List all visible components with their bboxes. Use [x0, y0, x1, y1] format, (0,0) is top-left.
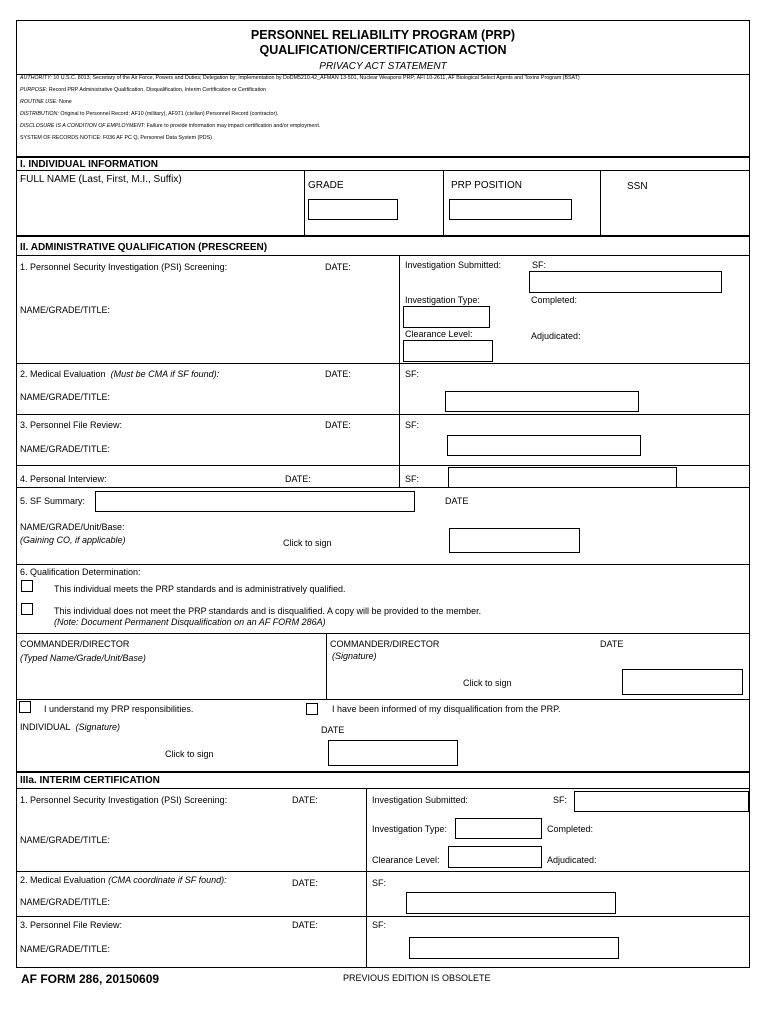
section3-title-rule — [16, 788, 750, 789]
section1-top-rule — [16, 156, 750, 158]
interim-investigation-submitted-label: Investigation Submitted: — [372, 795, 469, 805]
interview-sf-label: SF: — [405, 474, 420, 484]
medical-sf-label: SF: — [405, 369, 420, 379]
medical-sf-input[interactable] — [445, 391, 639, 412]
qualified-text: This individual meets the PRP standards and is administratively qualified. — [54, 584, 346, 594]
section1-title-rule — [16, 170, 750, 171]
section1-divider-1 — [304, 171, 305, 235]
interim-row1-rule — [16, 871, 750, 872]
file-review-sf-input[interactable] — [447, 435, 641, 456]
investigation-type-input[interactable] — [403, 306, 490, 328]
edition-note: PREVIOUS EDITION IS OBSOLETE — [343, 973, 491, 983]
interim-psi-date-label: DATE: — [292, 795, 318, 805]
interim-file-review-label: 3. Personnel File Review: — [20, 920, 123, 930]
interim-medical-date-label: DATE: — [292, 878, 318, 888]
section2-right-column-divider — [399, 256, 400, 487]
interim-file-review-sf-label: SF: — [372, 920, 387, 930]
interim-file-review-sf-input[interactable] — [409, 937, 619, 959]
section3-top-rule — [16, 771, 750, 773]
privacy-purpose: PURPOSE: Record PRP Administrative Qualification, Disqualification, Interim Certification or Certification — [20, 87, 267, 93]
psi-sf-label: SF: — [532, 260, 547, 270]
interim-psi-sf-input[interactable] — [574, 791, 749, 812]
full-name-label: FULL NAME (Last, First, M.I., Suffix) — [20, 174, 182, 185]
row3-rule — [16, 465, 750, 466]
row4-rule — [16, 487, 750, 488]
grade-input[interactable] — [308, 199, 398, 220]
interim-adjudicated-label: Adjudicated: — [547, 855, 597, 865]
prp-position-label: PRP POSITION — [451, 180, 522, 191]
psi-label: 1. Personnel Security Investigation (PSI) Screening: — [20, 262, 228, 272]
interim-clearance-level-label: Clearance Level: — [372, 855, 440, 865]
individual-date-input[interactable] — [328, 740, 458, 766]
individual-date-label: DATE — [321, 725, 345, 735]
informed-checkbox[interactable] — [306, 703, 318, 715]
file-review-name-label: NAME/GRADE/TITLE: — [20, 444, 111, 454]
clearance-level-label: Clearance Level: — [405, 329, 473, 339]
commander-date-label: DATE — [600, 639, 624, 649]
section1-title: I. INDIVIDUAL INFORMATION — [20, 159, 158, 170]
medical-date-label: DATE: — [325, 369, 351, 379]
section3-title: IIIa. INTERIM CERTIFICATION — [20, 775, 160, 786]
interim-medical-sf-input[interactable] — [406, 892, 616, 914]
form-title-line1: PERSONNEL RELIABILITY PROGRAM (PRP) — [250, 28, 516, 42]
grade-label: GRADE — [308, 180, 344, 191]
interim-investigation-type-input[interactable] — [455, 818, 542, 839]
psi-name-label: NAME/GRADE/TITLE: — [20, 305, 111, 315]
completed-label: Completed: — [531, 295, 578, 305]
privacy-distribution: DISTRIBUTION: Original to Personnel Record: AF10 (military), AF971 (civilian) Personnel Record (contractor). — [20, 111, 279, 117]
qual-determination-label: 6. Qualification Determination: — [20, 567, 141, 577]
privacy-sorn: SYSTEM OF RECORDS NOTICE: F036 AF PC Q, Personnel Data System (PDS) — [20, 135, 212, 141]
interim-medical-sf-label: SF: — [372, 878, 387, 888]
commander-signature-label: COMMANDER/DIRECTOR — [330, 639, 440, 649]
privacy-authority: AUTHORITY: 10 U.S.C. 8013, Secretary of the Air Force, Powers and Duties; Delegation by; Implementation by DoDM5210.42_AFMAN 13-501, Nuclear Weapons PRP; AFI 10-2611, AF Biological Select Agents and Toxins Program (BSAT) — [20, 75, 580, 81]
interim-file-review-name-label: NAME/GRADE/TITLE: — [20, 944, 111, 954]
interim-completed-label: Completed: — [547, 824, 594, 834]
ssn-label: SSN — [627, 181, 648, 192]
disqualified-text: This individual does not meet the PRP standards and is disqualified. A copy will be provided to the member. — [54, 606, 482, 616]
file-review-label: 3. Personnel File Review: — [20, 420, 123, 430]
prp-position-input[interactable] — [449, 199, 572, 220]
investigation-type-label: Investigation Type: — [405, 295, 480, 305]
section1-divider-3 — [600, 171, 601, 235]
row5-rule — [16, 564, 750, 565]
row6-rule — [16, 633, 750, 634]
sf-summary-date-label: DATE — [445, 496, 469, 506]
form-title-line2: QUALIFICATION/CERTIFICATION ACTION — [259, 43, 507, 57]
sf-summary-date-input[interactable] — [449, 528, 580, 553]
individual-signature-label: INDIVIDUAL (Signature) — [20, 722, 121, 732]
interim-file-review-date-label: DATE: — [292, 920, 318, 930]
row1-rule — [16, 363, 750, 364]
commander-signature[interactable]: Click to sign — [463, 678, 512, 688]
interview-date-label: DATE: — [285, 474, 311, 484]
sf-summary-input[interactable] — [95, 491, 415, 512]
disqualified-note: (Note: Document Permanent Disqualification on an AF FORM 286A) — [54, 617, 326, 627]
interim-psi-sf-label: SF: — [553, 795, 568, 805]
commander-date-input[interactable] — [622, 669, 743, 695]
file-review-sf-label: SF: — [405, 420, 420, 430]
interim-investigation-type-label: Investigation Type: — [372, 824, 447, 834]
privacy-heading: PRIVACY ACT STATEMENT — [319, 61, 447, 72]
privacy-routine-use: ROUTINE USE: None — [20, 99, 72, 105]
psi-sf-input[interactable] — [529, 271, 722, 293]
understand-text: I understand my PRP responsibilities. — [44, 704, 194, 714]
qualified-checkbox[interactable] — [21, 580, 33, 592]
individual-signature[interactable]: Click to sign — [165, 749, 214, 759]
section2-top-rule — [16, 235, 750, 237]
informed-text: I have been informed of my disqualification from the PRP. — [332, 704, 561, 714]
file-review-date-label: DATE: — [325, 420, 351, 430]
psi-date-label: DATE: — [325, 262, 351, 272]
commander-typed-label: COMMANDER/DIRECTOR — [20, 639, 130, 649]
understand-checkbox[interactable] — [19, 701, 31, 713]
privacy-disclosure: DISCLOSURE IS A CONDITION OF EMPLOYMENT: Failure to provide information may impact certification and/or employment. — [20, 123, 321, 129]
gaining-co-note: (Gaining CO, if applicable) — [20, 535, 126, 545]
section3-right-column-divider — [366, 789, 367, 968]
interim-psi-name-label: NAME/GRADE/TITLE: — [20, 835, 111, 845]
interim-medical-label: 2. Medical Evaluation (CMA coordinate if SF found): — [20, 875, 227, 885]
commander-typed-note: (Typed Name/Grade/Unit/Base) — [20, 653, 146, 663]
section1-divider-2 — [443, 171, 444, 235]
sf-summary-label: 5. SF Summary: — [20, 496, 86, 506]
investigation-submitted-label: Investigation Submitted: — [405, 260, 502, 270]
form-id: AF FORM 286, 20150609 — [21, 972, 160, 986]
adjudicated-label: Adjudicated: — [531, 331, 581, 341]
clearance-level-input[interactable] — [403, 340, 493, 362]
commander-rule — [16, 699, 750, 700]
disqualified-checkbox[interactable] — [21, 603, 33, 615]
interim-clearance-level-input[interactable] — [448, 846, 542, 868]
interim-row2-rule — [16, 916, 750, 917]
gaining-co-signature[interactable]: Click to sign — [283, 538, 332, 548]
medical-name-label: NAME/GRADE/TITLE: — [20, 392, 111, 402]
interview-sf-input[interactable] — [448, 467, 677, 488]
row2-rule — [16, 414, 750, 415]
interview-label: 4. Personal Interview: — [20, 474, 107, 484]
commander-signature-note: (Signature) — [332, 651, 377, 661]
medical-label: 2. Medical Evaluation (Must be CMA if SF found): — [20, 369, 220, 379]
commander-divider — [326, 634, 327, 700]
section2-title: II. ADMINISTRATIVE QUALIFICATION (PRESCREEN) — [20, 242, 268, 253]
interim-psi-label: 1. Personnel Security Investigation (PSI) Screening: — [20, 795, 228, 805]
interim-medical-name-label: NAME/GRADE/TITLE: — [20, 897, 111, 907]
gaining-co-name-label: NAME/GRADE/Unit/Base: — [20, 522, 125, 532]
section2-title-rule — [16, 255, 750, 256]
